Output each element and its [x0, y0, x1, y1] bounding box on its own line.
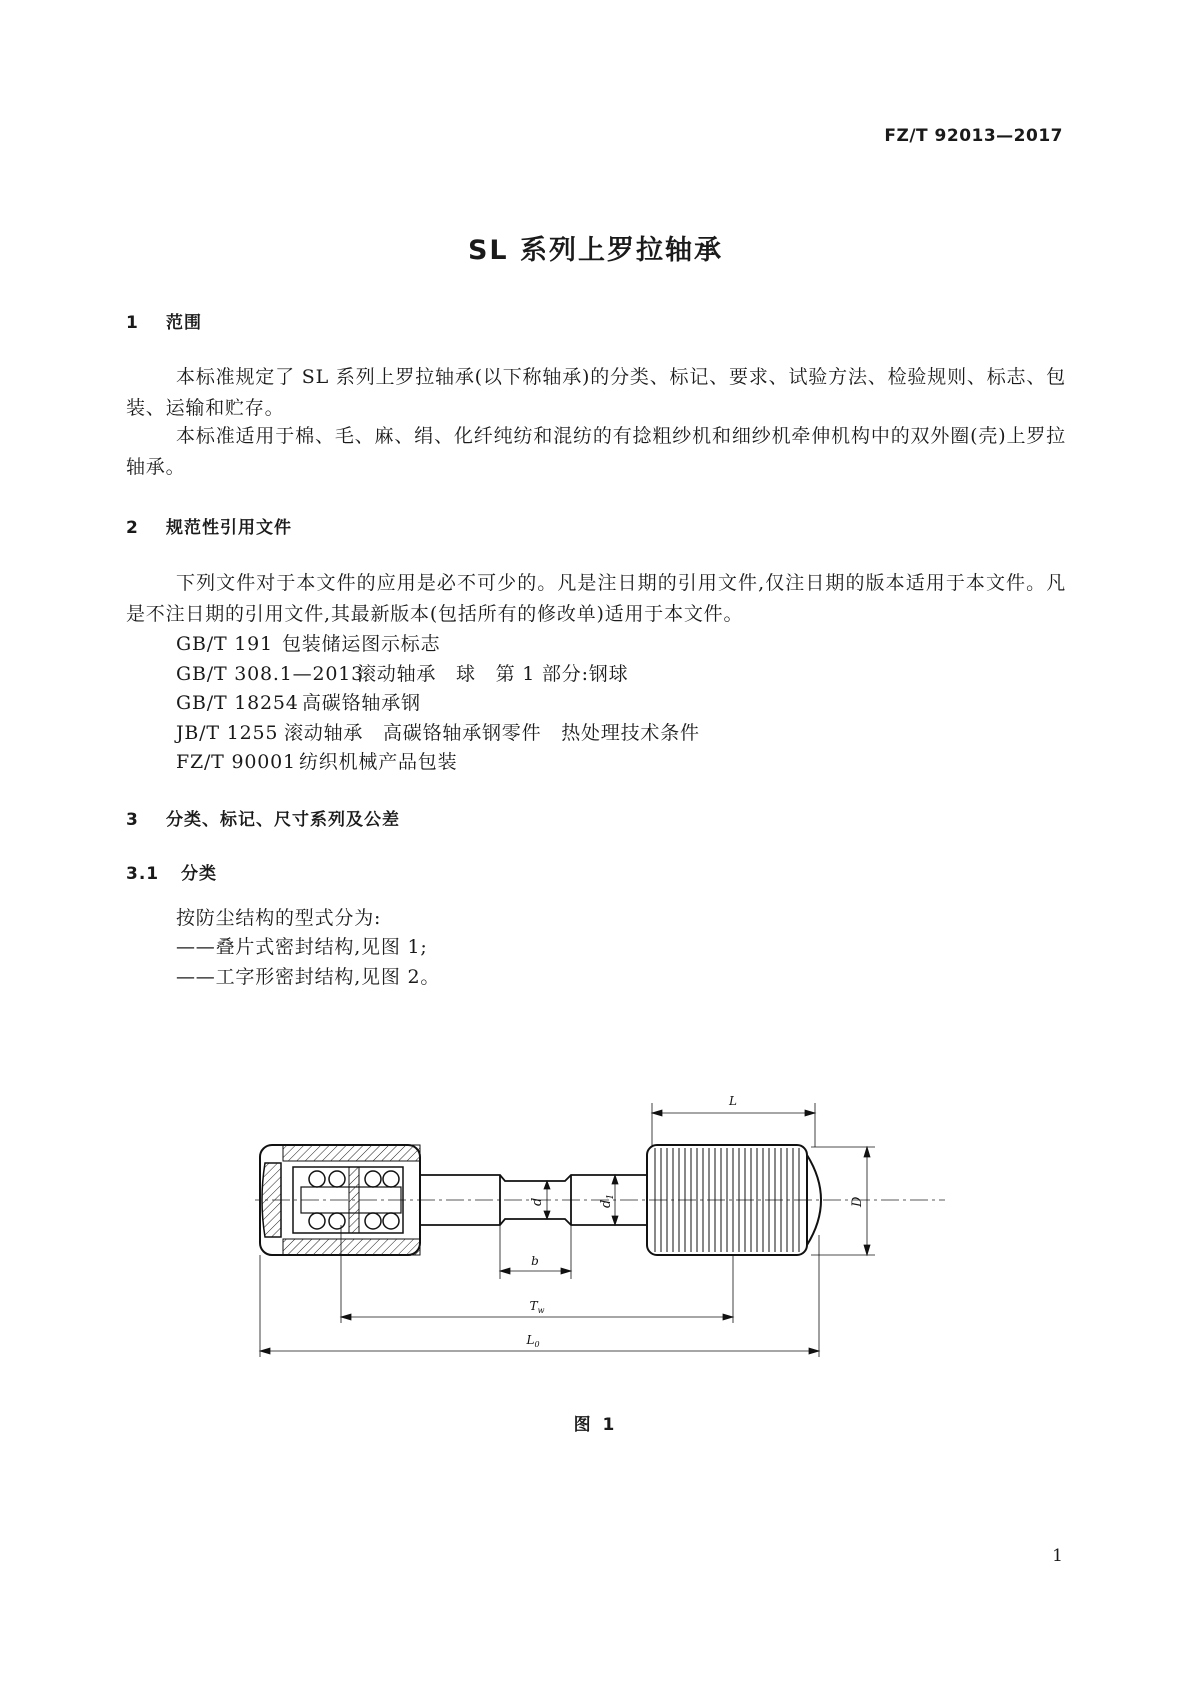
dimension-L	[652, 1103, 815, 1147]
reference-title: 包装储运图示标志	[282, 633, 441, 655]
section-title: 规范性引用文件	[166, 518, 292, 538]
reference-item	[176, 629, 440, 656]
section-title: 分类、标记、尺寸系列及公差	[166, 810, 400, 830]
document-title: SL 系列上罗拉轴承	[467, 235, 724, 266]
dimension-b	[500, 1225, 571, 1279]
reference-item	[176, 718, 700, 745]
section-2-heading	[126, 513, 292, 538]
reference-code: FZ/T 90001	[176, 751, 296, 773]
reference-code: GB/T 191	[176, 633, 273, 655]
bearing-drawing	[255, 1075, 945, 1360]
figure-1	[255, 1075, 945, 1360]
reference-code: GB/T 308.1—2013	[176, 663, 365, 685]
label-D: D	[850, 1196, 865, 1207]
paragraph: 下列文件对于本文件的应用是必不可少的。凡是注日期的引用文件,仅注日期的版本适用于本文件。凡是不注日期的引用文件,其最新版本(包括所有的修改单)适用于本文件。	[126, 572, 1066, 625]
section-number: 3.1	[126, 864, 160, 884]
page-number: 1	[1052, 1546, 1063, 1566]
section-title: 范围	[166, 313, 202, 333]
list-item: ——工字形密封结构,见图 2。	[176, 966, 441, 988]
list-item: ——叠片式密封结构,见图 1;	[176, 936, 428, 958]
paragraph: 本标准适用于棉、毛、麻、绢、化纤纯纺和混纺的有捻粗纱机和细纱机牵伸机构中的双外圈(壳)上罗拉轴承。	[126, 425, 1066, 478]
section-number: 1	[126, 313, 139, 333]
figure-caption: 图 1	[573, 1415, 618, 1435]
section-title: 分类	[181, 864, 217, 884]
reference-title: 高碳铬轴承钢	[302, 692, 421, 714]
section-3-1-heading	[126, 859, 217, 884]
label-d: d	[530, 1197, 545, 1206]
intro-text: 按防尘结构的型式分为:	[176, 907, 382, 929]
reference-code: JB/T 1255	[176, 722, 279, 744]
label-b: b	[531, 1254, 539, 1268]
label-Tw: $T_w$	[529, 1299, 545, 1315]
label-L0: $L_0$	[526, 1333, 540, 1349]
reference-item	[176, 688, 421, 715]
label-L: L	[729, 1094, 737, 1108]
section-number: 3	[126, 810, 139, 830]
reference-title: 纺织机械产品包装	[299, 751, 458, 773]
section-3-heading	[126, 805, 400, 830]
standard-code: FZ/T 92013—2017	[884, 126, 1063, 146]
reference-item	[176, 747, 457, 774]
section-1-heading	[126, 308, 202, 333]
reference-title: 滚动轴承 球 第 1 部分:钢球	[357, 663, 629, 685]
section-number: 2	[126, 518, 139, 538]
reference-item	[176, 659, 628, 686]
reference-code: GB/T 18254	[176, 692, 299, 714]
label-d1: $d_1$	[599, 1193, 616, 1208]
reference-title: 滚动轴承 高碳铬轴承钢零件 热处理技术条件	[284, 722, 700, 744]
paragraph: 本标准规定了 SL 系列上罗拉轴承(以下称轴承)的分类、标记、要求、试验方法、检验规则、标志、包装、运输和贮存。	[126, 366, 1066, 419]
